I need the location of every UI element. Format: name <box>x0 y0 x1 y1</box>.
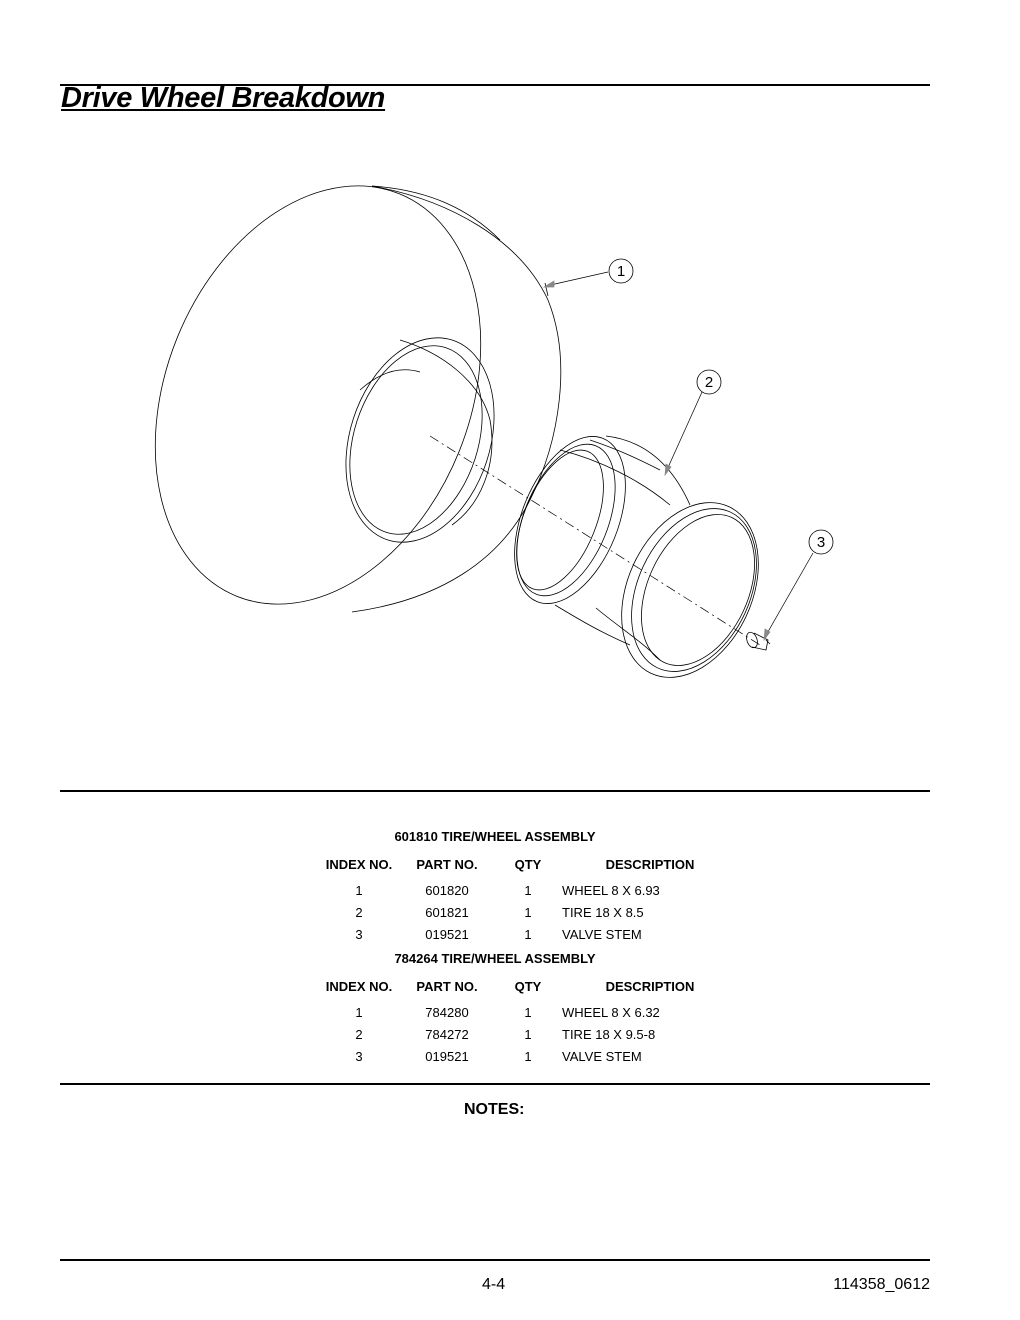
header-qty: QTY <box>514 857 542 872</box>
cell-part: 019521 <box>425 1049 469 1064</box>
cell-index: 2 <box>355 1027 363 1042</box>
header-index: INDEX NO. <box>325 857 393 872</box>
cell-description: VALVE STEM <box>562 1049 642 1064</box>
callout-2-label: 2 <box>704 374 714 391</box>
header-qty: QTY <box>514 979 542 994</box>
assembly-title: 601810 TIRE/WHEEL ASSEMBLY <box>394 829 596 844</box>
table-row <box>318 1027 778 1049</box>
page-title: Drive Wheel Breakdown <box>61 82 386 114</box>
axis-centerline <box>430 436 760 645</box>
parts-table <box>318 857 778 949</box>
cell-description: WHEEL 8 X 6.93 <box>562 883 660 898</box>
cell-qty: 1 <box>524 905 532 920</box>
cell-part: 601821 <box>425 905 469 920</box>
footer-rule <box>60 1259 930 1261</box>
table-row <box>318 883 778 905</box>
cell-qty: 1 <box>524 1005 532 1020</box>
table-row <box>318 905 778 927</box>
cell-part: 784280 <box>425 1005 469 1020</box>
cell-description: TIRE 18 X 8.5 <box>562 905 644 920</box>
tire-drawing <box>96 137 561 653</box>
cell-part: 019521 <box>425 927 469 942</box>
page-number: 4-4 <box>482 1276 506 1293</box>
table-row <box>318 927 778 949</box>
cell-qty: 1 <box>524 927 532 942</box>
callout-1 <box>609 259 633 283</box>
cell-description: WHEEL 8 X 6.32 <box>562 1005 660 1020</box>
table-row <box>318 1049 778 1071</box>
document-code: 114358_0612 <box>833 1276 930 1293</box>
cell-index: 3 <box>355 927 363 942</box>
cell-description: TIRE 18 X 9.5-8 <box>562 1027 656 1042</box>
header-part: PART NO. <box>416 979 478 994</box>
table-bottom-rule <box>60 1083 930 1085</box>
callout-3 <box>809 530 833 554</box>
parts-table <box>318 979 778 1071</box>
cell-qty: 1 <box>524 883 532 898</box>
cell-index: 2 <box>355 905 363 920</box>
exploded-wheel-diagram <box>0 120 1020 680</box>
cell-qty: 1 <box>524 1049 532 1064</box>
header-index: INDEX NO. <box>325 979 393 994</box>
wheel-drawing <box>493 420 786 680</box>
diagram-bottom-rule <box>60 790 930 792</box>
header-description: DESCRIPTION <box>605 857 695 872</box>
header-description: DESCRIPTION <box>605 979 695 994</box>
cell-index: 1 <box>355 1005 363 1020</box>
callout-2 <box>697 370 721 394</box>
cell-part: 784272 <box>425 1027 469 1042</box>
assembly-title: 784264 TIRE/WHEEL ASSEMBLY <box>394 951 596 966</box>
cell-index: 1 <box>355 883 363 898</box>
table-row <box>318 1005 778 1027</box>
header-part: PART NO. <box>416 857 478 872</box>
notes-heading: NOTES: <box>464 1101 525 1118</box>
cell-qty: 1 <box>524 1027 532 1042</box>
table-header-row <box>318 979 778 1005</box>
cell-index: 3 <box>355 1049 363 1064</box>
cell-description: VALVE STEM <box>562 927 642 942</box>
table-header-row <box>318 857 778 883</box>
callout-3-label: 3 <box>816 534 826 551</box>
callout-1-label: 1 <box>616 263 626 280</box>
cell-part: 601820 <box>425 883 469 898</box>
